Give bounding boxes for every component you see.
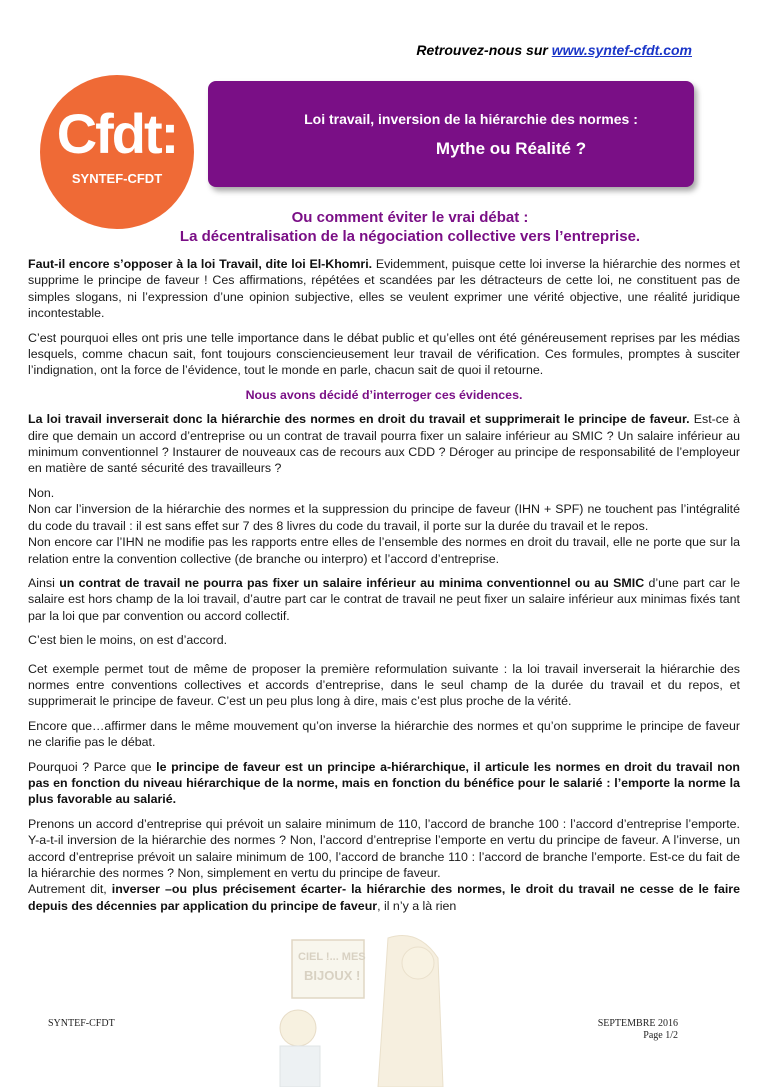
p9-bold: le principe de faveur est un principe a-hiérarchique, il articule les normes en droit du travail non pas en fonction du niveau hiérarchique de la norme, mais en fonction du bénéfice pour le salarié : l’emporte la norme la plus favorable au salarié. — [28, 759, 740, 807]
subtitle-line2: La décentralisation de la négociation collective vers l’entreprise. — [179, 228, 641, 245]
title-banner — [208, 81, 694, 187]
paragraph-5 — [28, 575, 740, 624]
banner-question: Mythe ou Réalité ? — [435, 139, 587, 158]
footer-org: SYNTEF-CFDT — [48, 1018, 115, 1029]
p5-text: d’une part car le salaire est hors champ de la loi travail, d’autre part car le contrat de travail ne peut fixer un salaire inférieur aux minimas fixés tant par la loi que par convention ou accord collectif. — [28, 575, 740, 623]
site-link[interactable]: www.syntef-cfdt.com — [551, 42, 692, 58]
cfdt-logo — [40, 75, 194, 229]
p4-line-b: Non car l’inversion de la hiérarchie des normes et la suppression du principe de faveur (IHN + SPF) ne touchent pas l’intégralité du code du travail : il est sans effet sur 7 des 8 livres du code du travail, il porte sur la durée du travail et le repos. — [28, 502, 740, 533]
paragraph-1 — [28, 256, 740, 322]
p4-line-a: Non. — [28, 485, 55, 500]
paragraph-7: Cet exemple permet tout de même de proposer la première reformulation suivante : la loi travail inverserait la hiérarchie des normes entre conventions collectives et accords d’entreprise, dans le seul champ de la durée du travail et du repos, et supprimerait le principe de faveur. C’est un peu plus long à dire, mais c’est plus proche de la vérité. — [28, 661, 740, 709]
paragraph-9 — [28, 759, 740, 808]
footer-date: SEPTEMBRE 2016 — [597, 1018, 678, 1029]
paragraph-8: Encore que…affirmer dans le même mouvement qu’on inverse la hiérarchie des normes et qu’on supprime le principe de faveur ne clarifie pas le débat. — [28, 718, 740, 750]
article-body — [28, 256, 740, 922]
footer-info — [584, 1018, 678, 1042]
paragraph-4 — [28, 485, 740, 567]
p3-text: Est-ce à dire que demain un accord d’entreprise ou un contrat de travail pourra fixer un salaire inférieur au SMIC ? Un salaire inférieur au minimum conventionnel ? Instaurer de nouveaux cas de recours aux CDD ? Déroger au principe de responsabilité de l’employeur en matière de santé sécurité des travailleurs ? — [28, 412, 740, 476]
p1-bold: Faut-il encore s’opposer à la loi Travail, dite loi El-Khomri. — [28, 257, 373, 271]
footer-page: Page 1/2 — [643, 1030, 678, 1041]
logo-brand: Cfdt: — [56, 102, 178, 165]
subtitle-line1: Ou comment éviter le vrai débat : — [291, 209, 529, 226]
p5-a: Ainsi — [28, 575, 60, 590]
sign-text: CIEL !... MES — [298, 951, 366, 963]
p11-bold: inverser –ou plus précisement écarter- la hiérarchie des normes, le droit du travail ne cesse de le faire depuis des décennies par application du principe de faveur — [28, 882, 740, 913]
p3-bold: La loi travail inverserait donc la hiérarchie des normes en droit du travail et supprimerait le principe de faveur. — [28, 412, 690, 427]
paragraph-3 — [28, 411, 740, 477]
paragraph-6: C’est bien le moins, on est d’accord. — [28, 633, 228, 648]
p5-bold: un contrat de travail ne pourra pas fixer un salaire inférieur au minima conventionnel ou au SMIC — [59, 575, 645, 590]
paragraph-11 — [28, 881, 740, 914]
tintin-illustration — [268, 918, 458, 1087]
site-link-line — [0, 42, 692, 58]
logo-subtitle: SYNTEF-CFDT — [71, 171, 163, 186]
subtitle — [110, 208, 710, 246]
paragraph-10: Prenons un accord d’entreprise qui prévoit un salaire minimum de 110, l’accord de branche 100 : l’accord d’entreprise l’emporte. Y-a-t-il inversion de la hiérarchie des normes ? Non, l’accord d’entreprise l’emporte en vertu du principe de faveur. A l’inverse, un accord d’entreprise prévoit un salaire minimum de 100, l’accord de branche 110 : l’accord de branche l’emporte. Est-ce du fait de la hiérarchie des normes ? Non, simplement en vertu du principe de faveur. — [28, 816, 740, 880]
section-heading: Nous avons décidé d’interroger ces évidences. — [245, 387, 523, 402]
p4-line-c: Non encore car l’IHN ne modifie pas les rapports entre elles de l’ensemble des normes en droit du travail, elle ne porte que sur la relation entre la convention collective (de branche ou interpro) et l’accord d’entreprise. — [28, 535, 740, 566]
p11-text: , il n’y a là rien — [377, 898, 457, 913]
p9-a: Pourquoi ? Parce que — [28, 759, 157, 774]
site-link-prefix: Retrouvez-nous sur — [416, 42, 552, 58]
paragraph-2: C’est pourquoi elles ont pris une telle importance dans le débat public et qu’elles ont été généreusement reprises par les médias lesquels, comme chacun sait, font toujours consciencieusement leur travail de vérification. Ces formules, promptes à susciter l’indignation, ont la force de l’évidence, tout le monde en parle, chacun sait de quoi il retourne. — [28, 330, 740, 378]
p1-text: Evidemment, puisque cette loi inverse la hiérarchie des normes et supprime le principe de faveur ! Ces affirmations, répétées et scandées par les détracteurs de cette loi, ne constituent pas de simples slogans, ni l’expression d’une opinion subjective, elles se veulent exprimer une vérité objective, une réalité juridique incontestable. — [28, 257, 741, 321]
sign-text-2: BIJOUX ! — [304, 968, 361, 983]
banner-title: Loi travail, inversion de la hiérarchie des normes : — [304, 111, 638, 127]
p11-a: Autrement dit, — [28, 882, 112, 897]
